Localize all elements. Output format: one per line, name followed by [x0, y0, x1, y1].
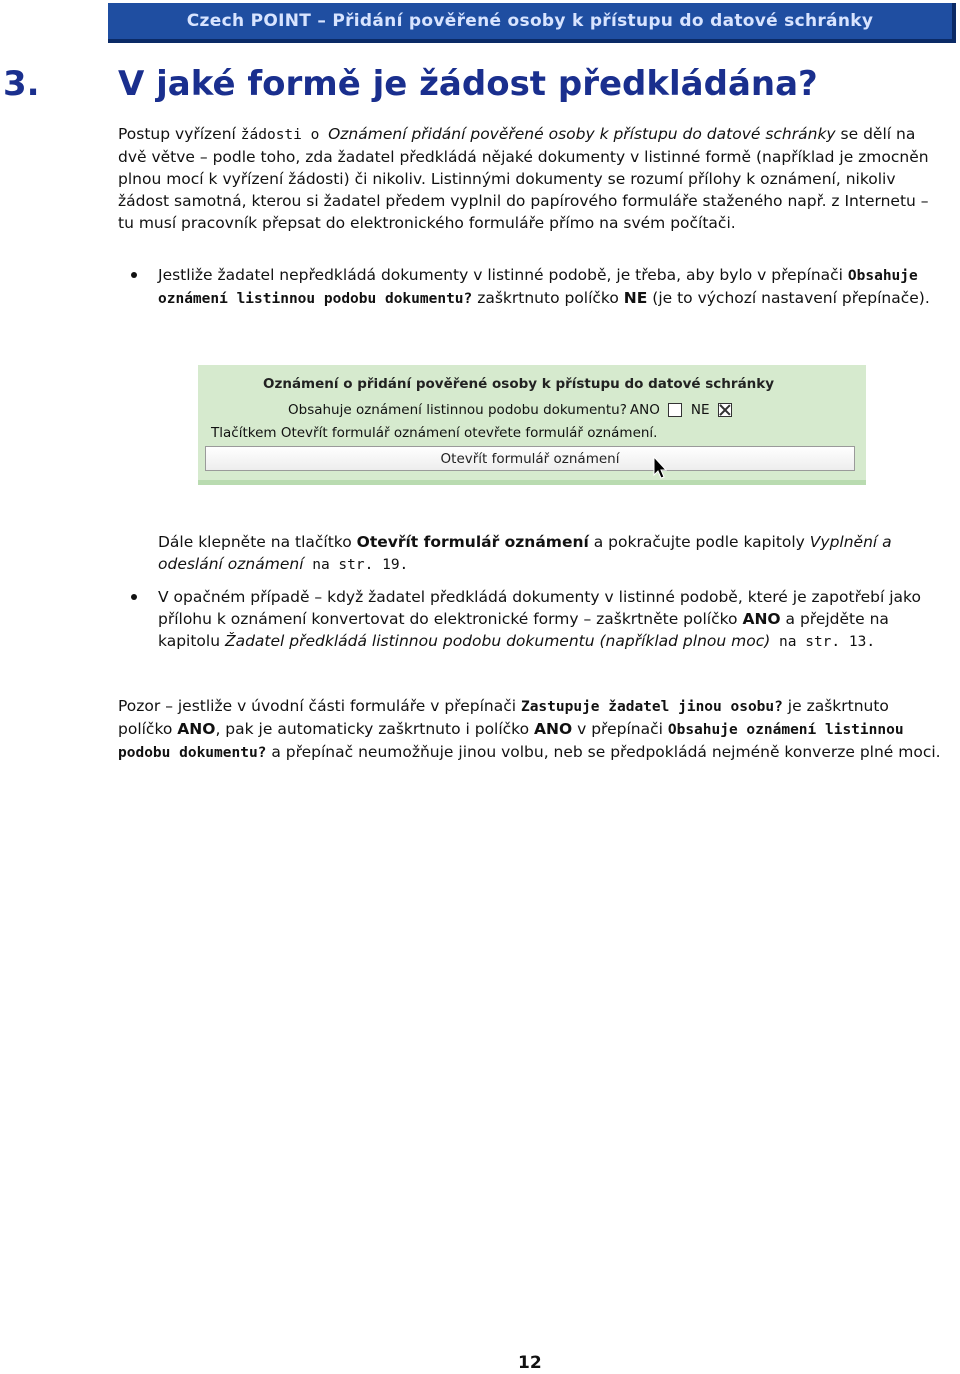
mouse-cursor-icon	[653, 456, 669, 480]
bullet-ne	[158, 264, 948, 310]
ne-label: NE	[690, 402, 710, 418]
bullet-text: (je to výchozí nastavení přepínače).	[647, 289, 930, 307]
paragraph-text: Dále klepněte na tlačítko	[158, 533, 357, 551]
form-screenshot	[198, 365, 866, 485]
form-title: Oznámení o přidání pověřené osoby k přístupu do datové schránky	[263, 376, 775, 392]
ne-checkbox[interactable]	[718, 403, 732, 417]
hint-text: Tlačítkem Otevřít formulář oznámení otevřete formulář oznámení.	[211, 425, 658, 441]
chapter-reference: Žadatel předkládá listinnou podobu dokumentu (například plnou moc)	[224, 632, 771, 650]
bullet-text: žadatel nepředkládá dokumenty v listinné podobě, je třeba, aby bylo v přepínači	[217, 266, 848, 284]
chapter-reference: Vyplnění a odeslání oznámení	[158, 533, 892, 573]
option-ne: NE	[623, 289, 648, 307]
section-number: 3.	[3, 64, 40, 104]
intro-text: se dělí na dvě větve – podle toho, zda žadatel předkládá nějaké dokumenty v listinné formě (například je zmocněn plnou mocí k vyřízení žádosti) či nikoliv. Listinnými dokumenty se rozumí přílohy k oznámení, nikoliv žádost samotná, kterou si žadatel předem vyplnil do papírového formuláře staženého např. z Internetu – tu musí pracovník přepsat do elektronického formuláře přímo na svém počítači.	[118, 125, 929, 232]
page-number: 12	[518, 1353, 542, 1373]
header-title: Czech POINT – Přidání pověřené osoby k přístupu do datové schránky	[186, 11, 874, 31]
note-text: Pozor – jestliže v úvodní části formuláře v přepínači	[118, 697, 521, 715]
paragraph-text: a pokračujte podle kapitoly	[588, 533, 810, 551]
note-text: je zaškrtnuto políčko	[118, 697, 889, 738]
bullet-text: a přejděte na kapitolu	[158, 610, 889, 650]
page-reference: na str. 19.	[303, 557, 409, 573]
ano-label: ANO	[629, 402, 660, 418]
option-ano: ANO	[177, 720, 216, 738]
note-paragraph	[118, 695, 948, 764]
switch-name: Obsahuje oznámení listinnou podobu dokumentu?	[118, 722, 904, 761]
switch-name: Zastupuje žadatel jinou osobu?	[520, 699, 783, 715]
note-text: , pak je automaticky zaškrtnuto i políčko	[215, 720, 535, 738]
open-form-button[interactable]	[205, 446, 855, 471]
bullet-ano	[158, 586, 948, 653]
question-row	[288, 402, 741, 418]
bullet-text: V opačném případě – když žadatel předkládá dokumenty v listinné podobě, které je zapotřebí jako přílohu k oznámení konvertovat do elektronické formy – zaškrtněte políčko	[158, 588, 921, 628]
switch-name: Obsahuje oznámení listinnou podobu dokumentu?	[158, 268, 918, 307]
option-ano: ANO	[742, 610, 781, 628]
section-heading	[0, 62, 960, 112]
note-text: a přepínač neumožňuje jinou volbu, neb se předpokládá nejméně konverze plné moci.	[266, 743, 941, 761]
header-bar	[108, 3, 956, 43]
bullet-marker	[131, 272, 137, 278]
note-text: v přepínači	[572, 720, 668, 738]
intro-text: Postup vyřízení	[118, 125, 241, 143]
after-screenshot-paragraph	[158, 531, 948, 576]
question-label: Obsahuje oznámení listinnou podobu dokumentu?	[288, 402, 627, 418]
bullet-marker	[131, 594, 137, 600]
intro-text: žádosti o	[240, 127, 329, 143]
bullet-text: zaškrtnuto políčko	[472, 289, 624, 307]
bullet-text: Jestliže	[158, 266, 218, 284]
page-reference: na str. 13.	[770, 634, 876, 650]
intro-italic-text: Oznámení přidání pověřené osoby k přístupu do datové schránky	[328, 125, 836, 143]
ano-checkbox[interactable]	[668, 403, 682, 417]
option-ano: ANO	[534, 720, 573, 738]
open-form-button-label: Otevřít formulář oznámení	[440, 450, 620, 467]
button-reference: Otevřít formulář oznámení	[356, 533, 589, 551]
intro-paragraph	[118, 123, 948, 234]
section-title: V jaké formě je žádost předkládána?	[118, 64, 818, 104]
